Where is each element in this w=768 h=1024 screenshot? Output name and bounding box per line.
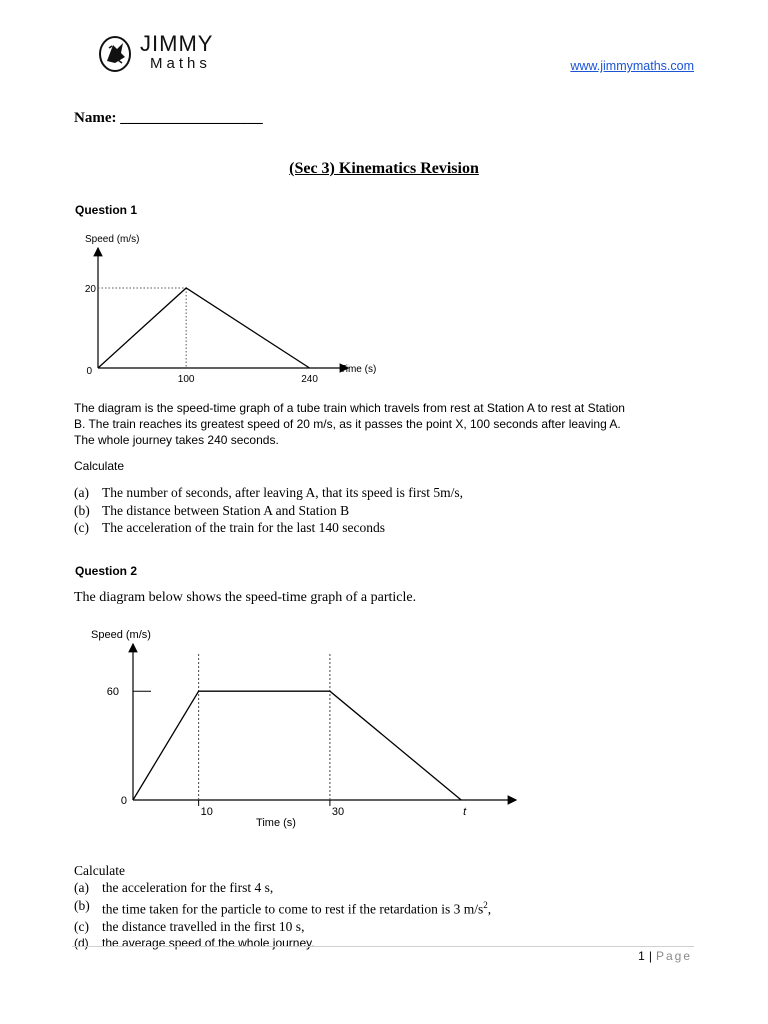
question-1-part-b: (b) The distance between Station A and Station B	[74, 502, 350, 518]
footer-divider	[72, 946, 694, 947]
question-2-parts	[74, 879, 491, 953]
logo-subtitle: Maths	[150, 55, 211, 72]
y-tick-label: 60	[106, 686, 119, 699]
x-axis-label: Time (s)	[256, 817, 296, 829]
x-tick-label: 240	[301, 374, 318, 385]
question-2-intro: The diagram below shows the speed-time graph of a particle.	[74, 590, 417, 605]
y-axis-label: Speed (m/s)	[85, 234, 140, 245]
origin-label: 0	[86, 366, 92, 377]
question-1-part-a: (a) The number of seconds, after leaving A, that its speed is first 5m/s,	[74, 485, 464, 500]
speed-series-line	[133, 691, 461, 800]
footer-separator: |	[648, 949, 652, 963]
question-1-paragraph: The diagram is the speed-time graph of a tube train which travels from rest at Station A to rest at Station B. The train reaches its greatest speed of 20 m/s, as it passes the point X, 100 seconds after leaving A. The whole journey takes 240 seconds.	[74, 401, 625, 447]
x-tick-label: 100	[177, 374, 195, 385]
y-tick-label: 20	[84, 284, 96, 295]
page-footer	[638, 949, 692, 963]
question-1-calculate: Calculate	[74, 459, 125, 473]
question-2-part-d: (d) the average speed of the whole journey.	[74, 936, 315, 950]
x-tick-label: 30	[331, 806, 345, 818]
jimmy-maths-logo[interactable]	[98, 30, 238, 78]
x-tick-label: t	[463, 806, 467, 818]
question-1-heading: Question 1	[75, 203, 138, 217]
website-link[interactable]: www.jimmymaths.com	[570, 59, 694, 73]
x-axis-label: Time (s)	[340, 364, 377, 375]
question-2-heading: Question 2	[75, 564, 138, 578]
question-1-parts	[74, 484, 463, 537]
question-2-part-b: (b) the time taken for the particle to come to rest if the retardation is 3 $m/s^2$,	[74, 897, 492, 916]
question-2-speed-time-graph	[80, 620, 550, 840]
question-1-part-c: (c) The acceleration of the train for the last 140 seconds	[74, 520, 386, 535]
question-2-calculate: Calculate	[74, 863, 125, 878]
speed-series-line	[98, 288, 310, 368]
question-2-part-c: (c) the distance travelled in the first 10 s,	[74, 918, 305, 934]
page-number: 1	[638, 949, 645, 963]
question-1-speed-time-graph	[70, 230, 390, 390]
logo-wordmark: JIMMY	[140, 31, 214, 56]
name-field[interactable]: Name: ___________________	[74, 110, 263, 126]
logo-emblem-icon	[98, 34, 132, 74]
question-2-part-a: (a) the acceleration for the first 4 s,	[74, 880, 274, 895]
y-axis-label: Speed (m/s)	[91, 629, 151, 641]
x-tick-label: 10	[200, 806, 213, 818]
page-word: Page	[655, 949, 692, 963]
origin-label: 0	[120, 795, 127, 807]
page-title: (Sec 3) Kinematics Revision	[289, 160, 479, 177]
